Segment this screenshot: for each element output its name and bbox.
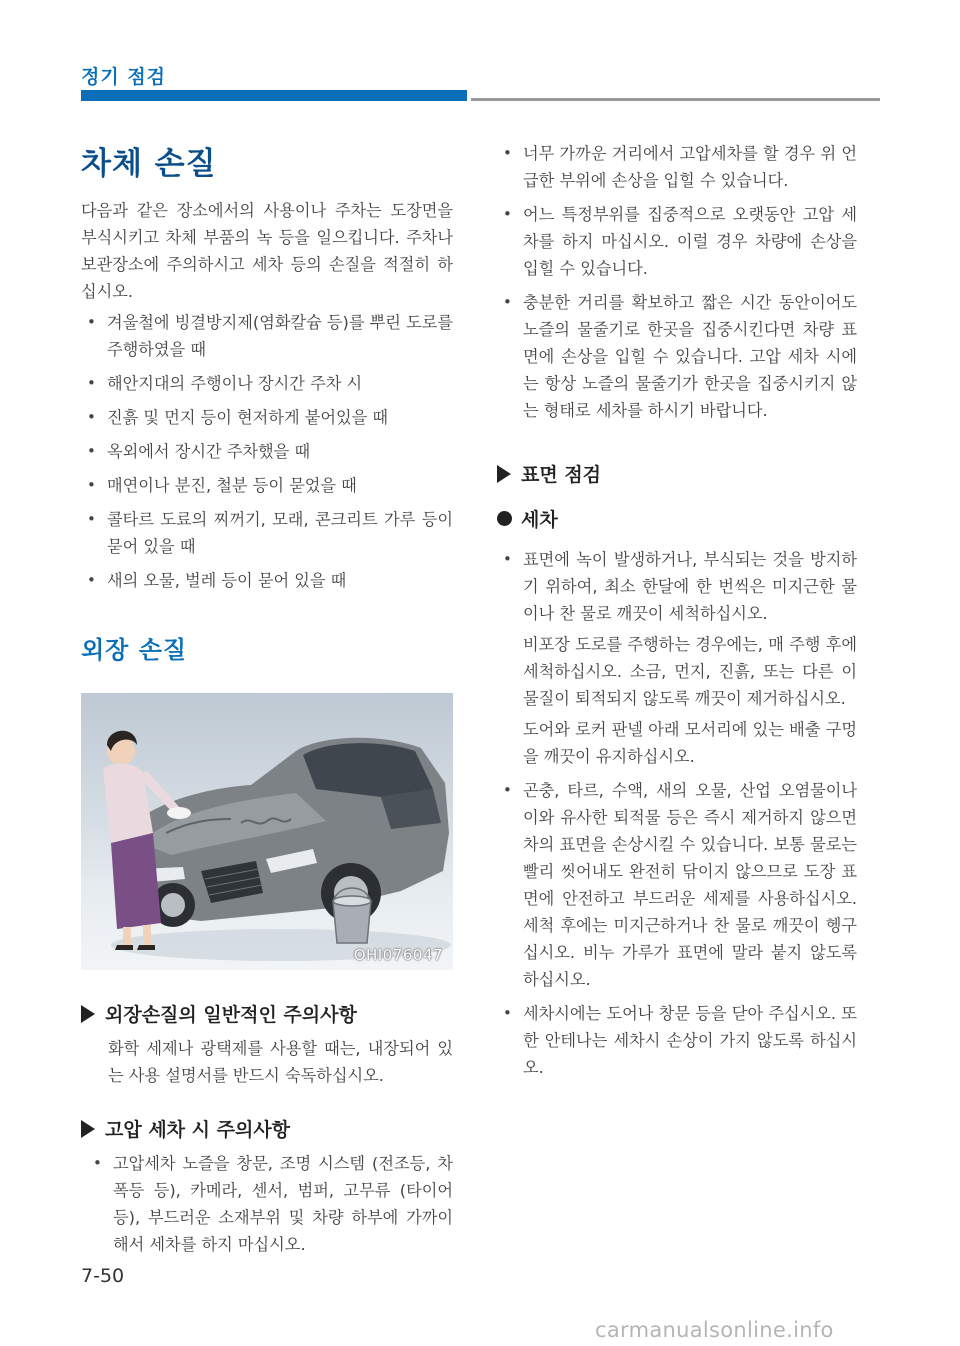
page-number: 7-50 xyxy=(81,1265,125,1287)
surface-check-heading: 표면 점검 xyxy=(497,460,857,487)
car-washing-illustration xyxy=(81,693,453,970)
bullet-icon: • xyxy=(87,476,96,494)
pressure-wash-list xyxy=(81,1150,453,1258)
triangle-right-icon xyxy=(497,465,511,483)
bullet-icon: • xyxy=(503,205,512,223)
bullet-icon: • xyxy=(87,313,96,331)
bullet-icon: • xyxy=(93,1154,102,1172)
general-precautions-heading: 외장손질의 일반적인 주의사항 xyxy=(81,1000,453,1027)
bullet-icon: • xyxy=(503,144,512,162)
section-header-title: 정기 점검 xyxy=(81,66,167,88)
washing-heading: 세차 xyxy=(497,505,857,532)
general-precautions-text: 화학 세제나 광택제를 사용할 때는, 내장되어 있는 사용 설명서를 반드시 숙독하십시오. xyxy=(108,1039,453,1085)
exterior-care-title: 외장 손질 xyxy=(81,636,188,664)
list-item: • 세차시에는 도어나 창문 등을 닫아 주십시오. 또한 안테나는 세차시 손상이 가지 않도록 하십시오. xyxy=(497,1000,857,1081)
triangle-right-icon xyxy=(81,1005,95,1023)
list-item: • 곤충, 타르, 수액, 새의 오물, 산업 오염물이나 이와 유사한 퇴적물 등은 즉시 제거하지 않으면 차의 표면을 손상시킬 수 있습니다. 보통 물로는 빨리 씻어내도 완전히 닦이지 않으므로 도장 표면에 안전하고 부드러운 세제를 사용하십시오. 세척 후에는 미지근하거나 찬 물로 깨끗이 헹구십시오. 비누 가루가 표면에 말라 붙지 않도록 하십시오. xyxy=(497,777,857,993)
right-column xyxy=(497,140,857,1088)
list-item: • 충분한 거리를 확보하고 짧은 시간 동안이어도 노즐의 물줄기로 한곳을 집중시킨다면 차량 표면에 손상을 입힐 수 있습니다. 고압 세차 시에는 항상 노즐의 물줄기가 한곳을 집중시키지 않는 형태로 세차를 하시기 바랍니다. xyxy=(497,289,857,424)
bullet-icon: • xyxy=(87,408,96,426)
watermark-text: carmanualsonline.info xyxy=(595,1318,834,1342)
intro-paragraph: 다음과 같은 장소에서의 사용이나 주차는 도장면을 부식시키고 차체 부품의 녹 등을 일으킵니다. 주차나 보관장소에 주의하시고 세차 등의 손질을 적절히 하십시오. xyxy=(81,201,453,301)
header-rule-gray xyxy=(471,98,880,101)
pressure-wash-heading: 고압 세차 시 주의사항 xyxy=(81,1115,453,1142)
list-item: • 매연이나 분진, 철분 등이 묻었을 때 xyxy=(81,472,453,499)
circle-bullet-icon xyxy=(497,511,512,526)
pressure-wash-list-continued xyxy=(497,140,857,424)
bullet-icon: • xyxy=(503,1004,512,1022)
bullet-icon: • xyxy=(87,571,96,589)
page-title: 차체 손질 xyxy=(81,146,217,182)
list-item: • 고압세차 노즐을 창문, 조명 시스템 (전조등, 차폭등 등), 카메라, 센서, 범퍼, 고무류 (타이어 등), 부드러운 소재부위 및 차량 하부에 가까이 해서 세차를 하지 마십시오. xyxy=(87,1150,453,1258)
washing-list xyxy=(497,546,857,1081)
list-item: • 콜타르 도료의 찌꺼기, 모래, 콘크리트 가루 등이 묻어 있을 때 xyxy=(81,506,453,560)
bullet-icon: • xyxy=(87,442,96,460)
car-washing-drawing xyxy=(81,693,453,970)
list-item: • 진흙 및 먼지 등이 현저하게 붙어있을 때 xyxy=(81,404,453,431)
list-item: • 새의 오물, 벌레 등이 묻어 있을 때 xyxy=(81,567,453,594)
list-item: • 표면에 녹이 발생하거나, 부식되는 것을 방지하기 위하여, 최소 한달에 한 번씩은 미지근한 물이나 찬 물로 깨끗이 세척하십시오. 비포장 도로를 주행하는 경우에는, 매 주행 후에 세척하십시오. 소금, 먼지, 진흙, 또는 다른 이 물질이 퇴적되지 않도록 깨끗이 제거하십시오. 도어와 로커 판넬 아래 모서리에 있는 배출 구멍을 깨끗이 유지하십시오. xyxy=(497,546,857,770)
triangle-right-icon xyxy=(81,1120,95,1138)
bullet-icon: • xyxy=(503,293,512,311)
bullet-icon: • xyxy=(503,781,512,799)
bullet-icon: • xyxy=(87,510,96,528)
left-column xyxy=(81,138,453,1265)
list-item: • 겨울철에 빙결방지제(염화칼슘 등)를 뿌린 도로를 주행하였을 때 xyxy=(81,309,453,363)
list-item: • 해안지대의 주행이나 장시간 주차 시 xyxy=(81,370,453,397)
header-rule-accent xyxy=(81,90,467,101)
figure-code: OHI076047 xyxy=(353,946,443,964)
list-item: • 옥외에서 장시간 주차했을 때 xyxy=(81,438,453,465)
body-damage-list xyxy=(81,309,453,594)
bullet-icon: • xyxy=(503,550,512,568)
bullet-icon: • xyxy=(87,374,96,392)
list-item: • 어느 특정부위를 집중적으로 오랫동안 고압 세차를 하지 마십시오. 이럴 경우 차량에 손상을 입힐 수 있습니다. xyxy=(497,201,857,282)
list-item: • 너무 가까운 거리에서 고압세차를 할 경우 위 언급한 부위에 손상을 입힐 수 있습니다. xyxy=(497,140,857,194)
